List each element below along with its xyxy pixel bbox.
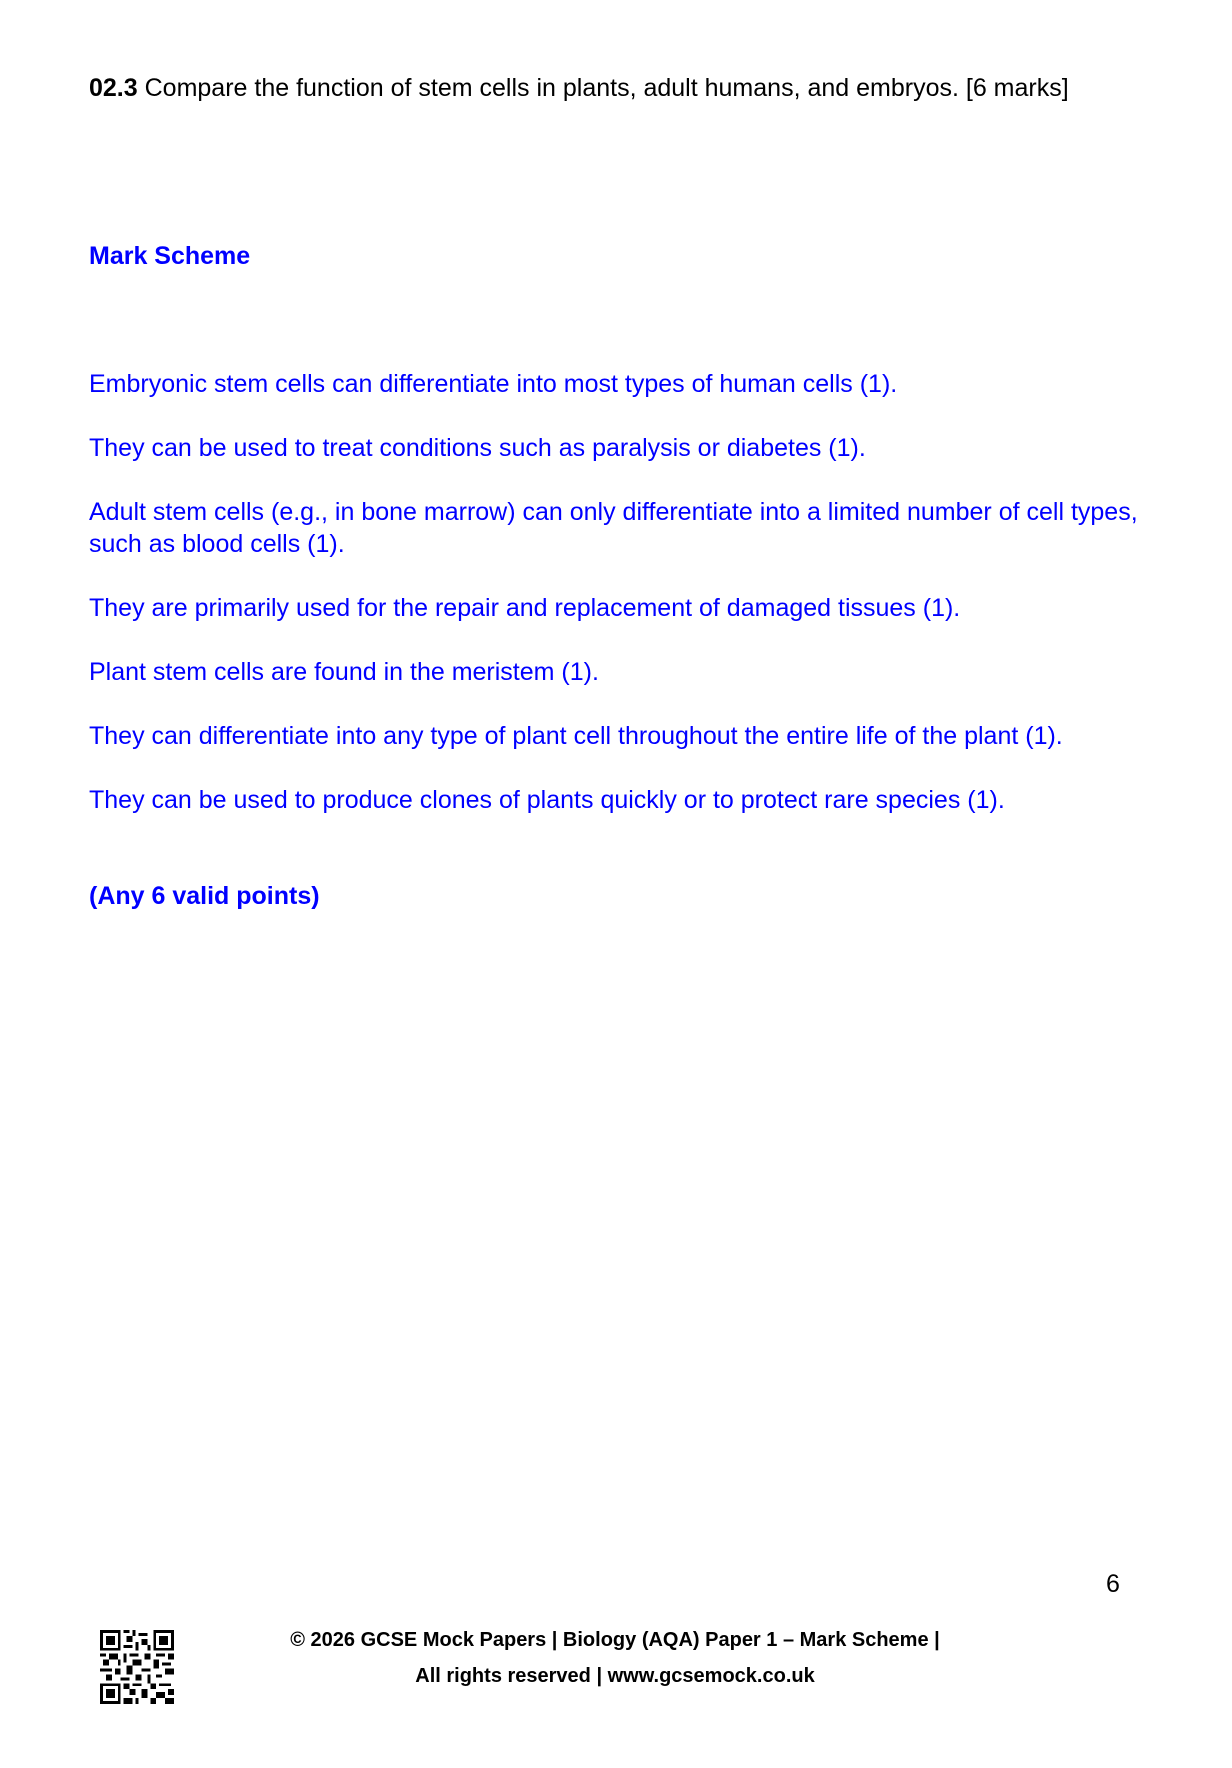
mark-scheme-points	[89, 368, 1139, 848]
mark-point: They can be used to produce clones of plants quickly or to protect rare species (1).	[89, 786, 1005, 814]
mark-point: Embryonic stem cells can differentiate into most types of human cells (1).	[89, 370, 898, 398]
mark-point: Plant stem cells are found in the meristem (1).	[89, 658, 599, 686]
mark-point: They can differentiate into any type of plant cell throughout the entire life of the plant (1).	[89, 722, 1063, 750]
qr-code-icon	[100, 1630, 174, 1704]
page-number: 6	[1106, 1570, 1120, 1598]
page-footer	[200, 1622, 1030, 1694]
question-number: 02.3	[89, 74, 138, 102]
footer-copyright: © 2026 GCSE Mock Papers | Biology (AQA) Paper 1 – Mark Scheme |	[290, 1629, 940, 1651]
mark-point: They are primarily used for the repair and replacement of damaged tissues (1).	[89, 594, 961, 622]
mark-point: They can be used to treat conditions such as paralysis or diabetes (1).	[89, 434, 866, 462]
question-prompt: Compare the function of stem cells in plants, adult humans, and embryos. [6 marks]	[137, 74, 1069, 102]
question-text	[89, 64, 1129, 112]
footer-rights: All rights reserved | www.gcsemock.co.uk	[415, 1665, 815, 1687]
mark-scheme-heading: Mark Scheme	[89, 242, 251, 270]
mark-scheme-note: (Any 6 valid points)	[89, 882, 320, 910]
mark-point: Adult stem cells (e.g., in bone marrow) can only differentiate into a limited number of cell types, such as blood cells (1).	[89, 498, 1138, 558]
